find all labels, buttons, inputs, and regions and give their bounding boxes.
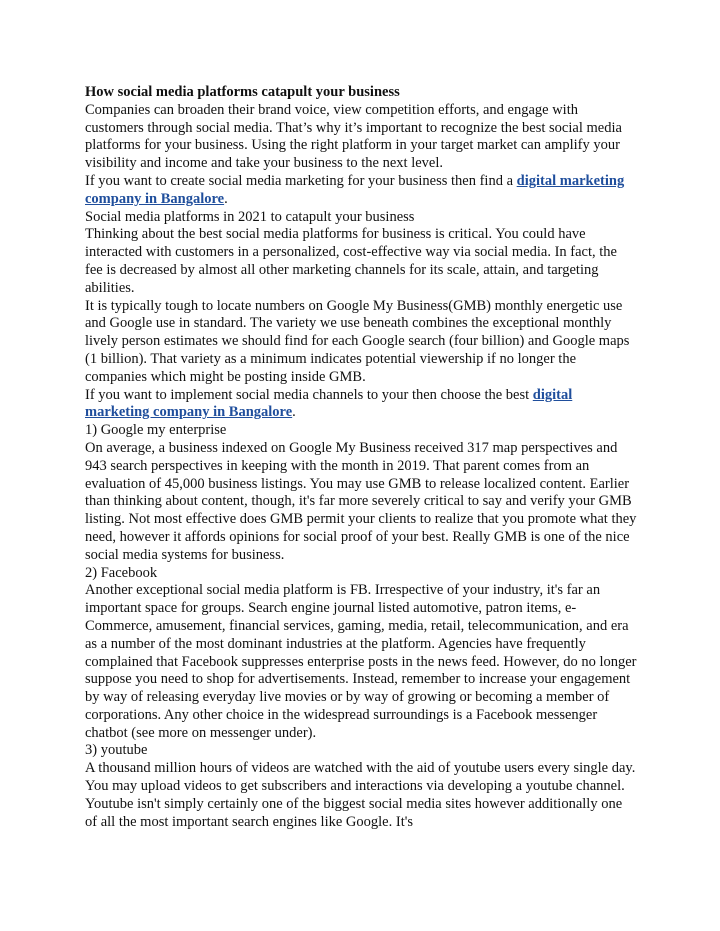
cta-1-period: .	[224, 190, 228, 207]
cta-paragraph-2	[85, 387, 637, 423]
section-title-youtube: 3) youtube	[85, 742, 148, 759]
cta-1-text: If you want to create social media marketing for your business then find a	[85, 172, 517, 189]
gmb-numbers-paragraph: It is typically tough to locate numbers on Google My Business(GMB) monthly energetic use and Google use in standard. The variety we use beneath combines the exceptional monthly lively person estimates we should find for each Google search (four billion) and Google maps (1 billion). That variety as a minimum indicates potential viewership if no longer the companies which might be posting inside GMB.	[85, 297, 630, 385]
cta-2-text: If you want to implement social media channels to your then choose the best	[85, 386, 533, 403]
digital-marketing-link-1[interactable]: digital marketing company in Bangalore	[85, 172, 625, 207]
section-body-youtube: A thousand million hours of videos are watched with the aid of youtube users every single day. You may upload videos to get subscribers and interactions via developing a youtube channel. Youtube isn't simply certainly one of the biggest social media sites however additionally one of all the most important search engines like Google. It's	[85, 760, 636, 830]
document-title: How social media platforms catapult your business	[85, 84, 400, 100]
section-body-facebook: Another exceptional social media platform is FB. Irrespective of your industry, it's far an important space for groups. Search engine journal listed automotive, patron items, e-Commerce, amusement, financial services, gaming, media, retail, telecommunication, and era as a number of the most dominant industries at the platform. Agencies have frequently complained that Facebook suppresses enterprise posts in the news feed. However, do no longer suppose you need to shop for advertisements. Instead, remember to increase your engagement by way of releasing everyday live movies or by way of growing or becoming a member of corporations. Any other choice in the widespread surroundings is a Facebook messenger chatbot (see more on messenger under).	[85, 582, 637, 741]
section-title-facebook: 2) Facebook	[85, 564, 158, 581]
section-body-google: On average, a business indexed on Google My Business received 317 map perspectives and 943 search perspectives in keeping with the month in 2019. That parent comes from an evaluation of 45,000 business listings. You may use GMB to release localized content. Earlier than thinking about content, though, it's far more severely critical to say and verify your GMB listing. Not most effective does GMB permit your clients to realize that you promote what they need, however it affords opinions for social proof of your best. Really GMB is one of the nice social media systems for business.	[85, 439, 637, 563]
section-title-google: 1) Google my enterprise	[85, 422, 227, 439]
thinking-paragraph: Thinking about the best social media platforms for business is critical. You could have interacted with customers in a personalized, cost-effective way via social media. In fact, the fee is decreased by almost all other marketing channels for its scale, attain, and targeting abilities.	[85, 226, 617, 296]
intro-paragraph: Companies can broaden their brand voice, view competition efforts, and engage with customers through social media. That’s why it’s important to recognize the best social media platforms for your business. Using the right platform in your target market can amplify your visibility and income and take your business to the next level.	[85, 101, 622, 172]
digital-marketing-link-2[interactable]: digital marketing company in Bangalore	[85, 386, 573, 421]
cta-paragraph-1	[85, 173, 637, 209]
subheading: Social media platforms in 2021 to catapult your business	[85, 208, 415, 225]
cta-2-period: .	[292, 404, 296, 421]
document-page	[85, 84, 637, 831]
